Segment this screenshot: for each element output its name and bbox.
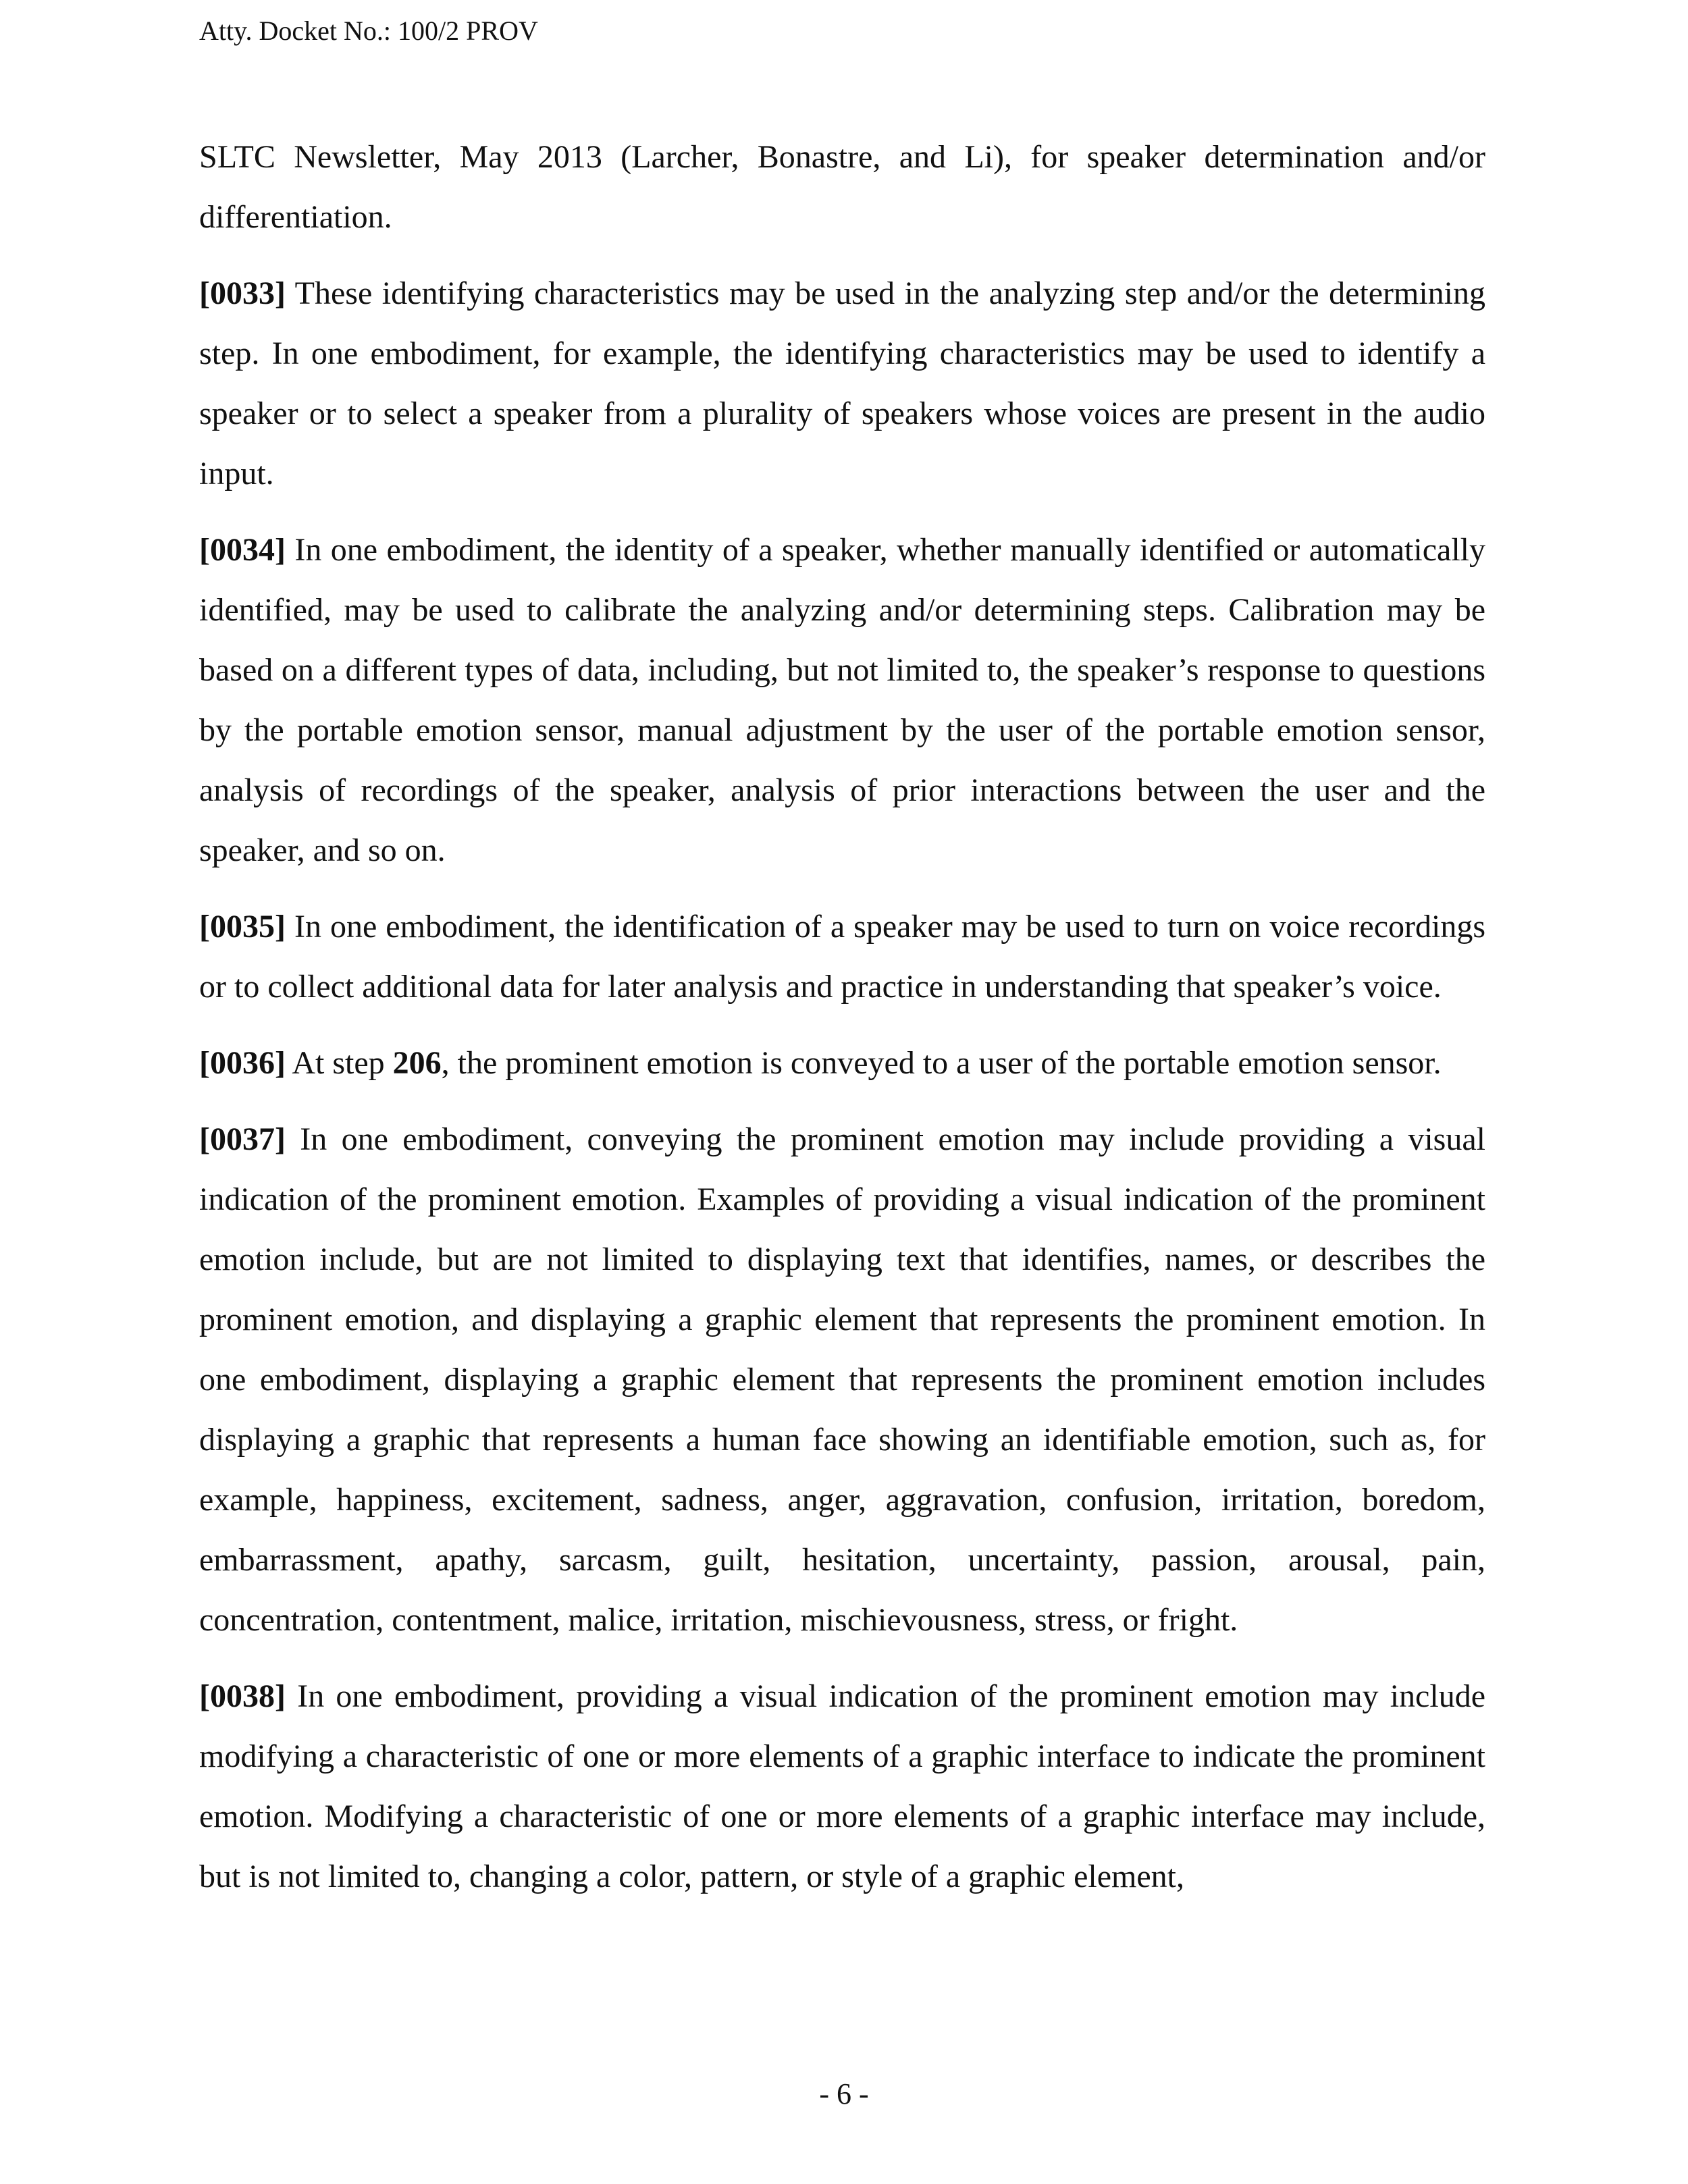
paragraph-0034 — [199, 520, 1485, 880]
paragraph-number: [0037] — [199, 1121, 286, 1157]
step-reference: 206 — [392, 1045, 442, 1081]
paragraph-text: In one embodiment, the identification of a speaker may be used to turn on voice recordings or to collect additional data for later analysis and practice in understanding that speaker’s voice. — [199, 909, 1485, 1005]
paragraph-number: [0038] — [199, 1678, 286, 1714]
page-number: - 6 - — [819, 2077, 869, 2110]
paragraph-text-before: At step — [285, 1045, 393, 1081]
paragraph-0036 — [199, 1033, 1485, 1093]
continuation-paragraph: SLTC Newsletter, May 2013 (Larcher, Bonastre, and Li), for speaker determination and/or differentiation. — [199, 139, 1485, 235]
document-body — [199, 127, 1485, 1923]
paragraph-text: In one embodiment, the identity of a speaker, whether manually identified or automatically identified, may be used to calibrate the analyzing and/or determining steps. Calibration may be based on a different types of data, including, but not limited to, the speaker’s response to questions by the portable emotion sensor, manual adjustment by the user of the portable emotion sensor, analysis of recordings of the speaker, analysis of prior interactions between the user and the speaker, and so on. — [199, 532, 1485, 868]
docket-header: Atty. Docket No.: 100/2 PROV — [199, 16, 538, 46]
paragraph-0035 — [199, 897, 1485, 1017]
paragraph-text: In one embodiment, conveying the prominent emotion may include providing a visual indication of the prominent emotion. Examples of providing a visual indication of the prominent emotion include, but are not limited to displaying text that identifies, names, or describes the prominent emotion, and displaying a graphic element that represents the prominent emotion. In one embodiment, displaying a graphic element that represents the prominent emotion includes displaying a graphic that represents a human face showing an identifiable emotion, such as, for example, happiness, excitement, sadness, anger, aggravation, confusion, irritation, boredom, embarrassment, apathy, sarcasm, guilt, hesitation, uncertainty, passion, arousal, pain, concentration, contentment, malice, irritation, mischievousness, stress, or fright. — [199, 1121, 1485, 1638]
paragraph-text-after: , the prominent emotion is conveyed to a user of the portable emotion sensor. — [441, 1045, 1442, 1081]
paragraph-number: [0033] — [199, 275, 286, 311]
paragraph-number: [0034] — [199, 532, 286, 568]
paragraph-number: [0035] — [199, 909, 286, 944]
paragraph-number: [0036] — [199, 1045, 286, 1081]
paragraph-text: In one embodiment, providing a visual indication of the prominent emotion may include modifying a characteristic of one or more elements of a graphic interface to indicate the prominent emotion. Modifying a characteristic of one or more elements of a graphic interface may include, but is not limited to, changing a color, pattern, or style of a graphic element, — [199, 1678, 1485, 1894]
paragraph-0038 — [199, 1666, 1485, 1907]
paragraph-text: These identifying characteristics may be used in the analyzing step and/or the determining step. In one embodiment, for example, the identifying characteristics may be used to identify a speaker or to select a speaker from a plurality of speakers whose voices are present in the audio input. — [199, 275, 1485, 491]
paragraph-0037 — [199, 1109, 1485, 1650]
paragraph-0033 — [199, 263, 1485, 504]
